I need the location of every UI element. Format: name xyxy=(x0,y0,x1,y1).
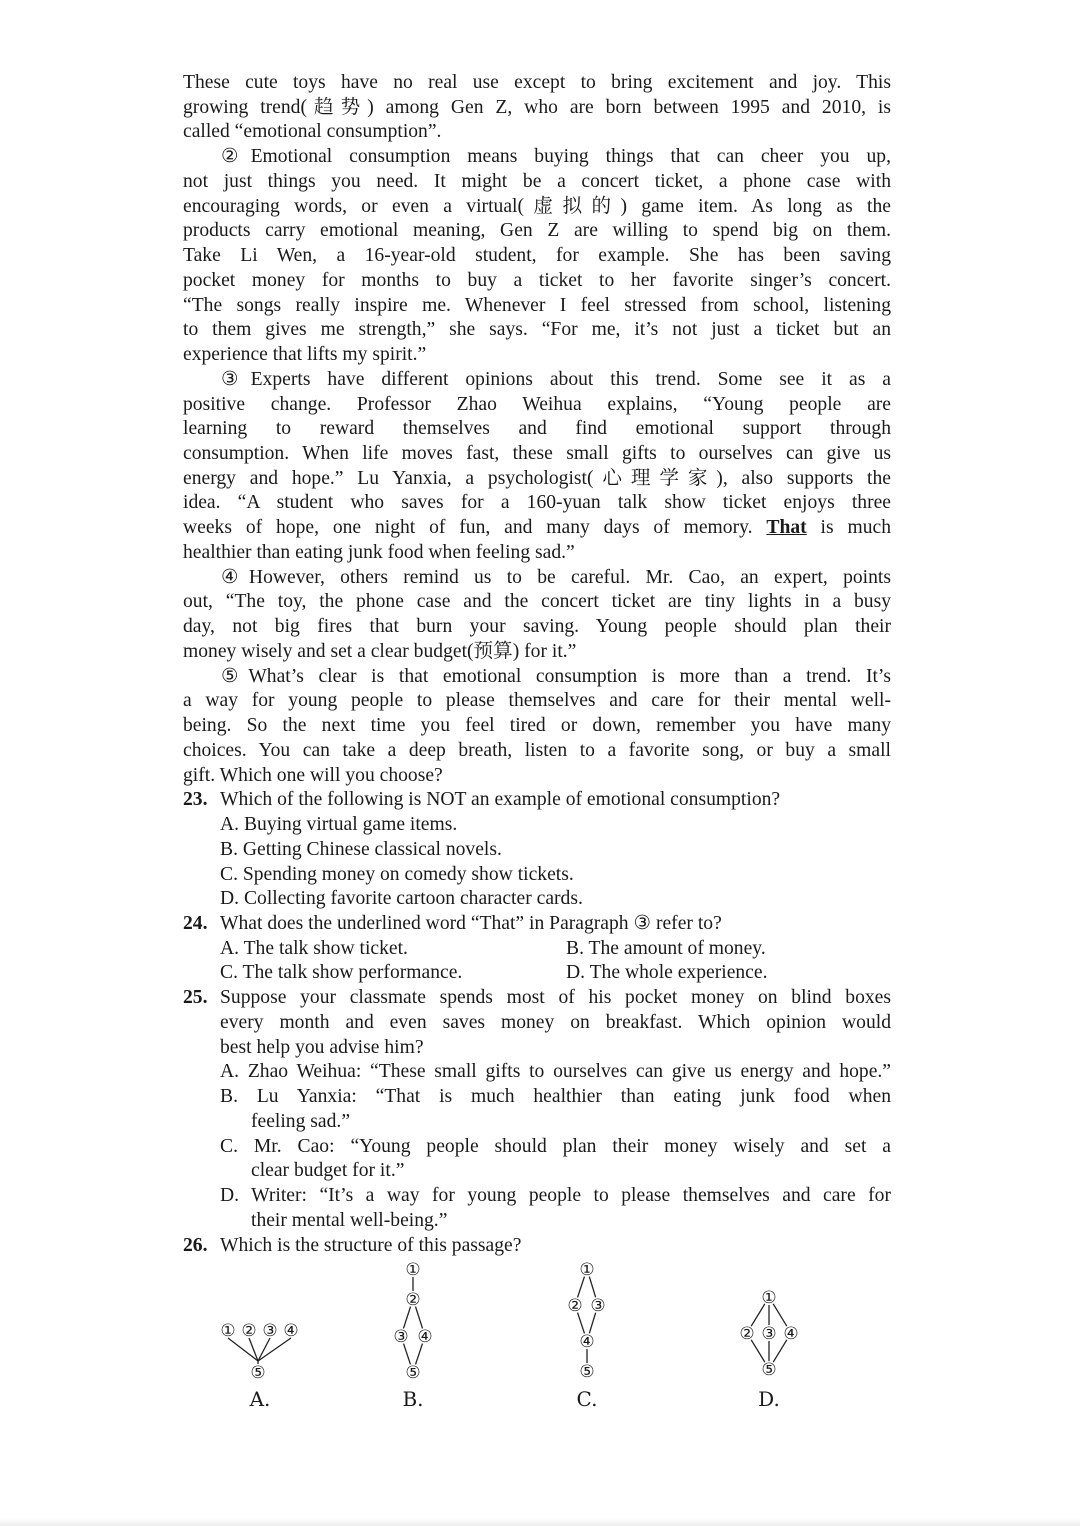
option-B: B. Lu Yanxia: “That is much healthier than eating junk food when xyxy=(220,1086,891,1108)
text-line: energy and hope.” Lu Yanxia, a psychologist(心理学家), also supports the xyxy=(183,467,891,489)
text-line: growing trend(趋势) among Gen Z, who are born between 1995 and 2010, is xyxy=(183,96,891,118)
text-line: not just things you need. It might be a concert ticket, a phone case with xyxy=(183,170,891,192)
text-line: learning to reward themselves and find emotional support through xyxy=(183,418,891,440)
option-B: B. Getting Chinese classical novels. xyxy=(220,838,502,860)
diagram-node-4: ④ xyxy=(283,1321,299,1341)
text-line: called “emotional consumption”. xyxy=(183,121,442,143)
text-line: positive change. Professor Zhao Weihua explains, “Young people are xyxy=(183,393,891,415)
question-number: 25. xyxy=(183,987,208,1009)
diagram-node-3: ③ xyxy=(761,1324,777,1344)
option-D: their mental well-being.” xyxy=(251,1209,448,1231)
text-line: Take Li Wen, a 16-year-old student, for example. She has been saving xyxy=(183,245,891,267)
option-C: C. Mr. Cao: “Young people should plan their money wisely and set a xyxy=(220,1135,891,1157)
diagram-node-1: ① xyxy=(405,1260,421,1280)
question-number: 24. xyxy=(183,912,208,934)
stem-text: every month and even saves money on breakfast. Which opinion would xyxy=(220,1011,891,1033)
stem-text: What does the underlined word “That” in Paragraph ③ refer to? xyxy=(220,912,722,934)
stem-text: Which of the following is NOT an example of emotional consumption? xyxy=(220,789,781,811)
text-line: ③Experts have different opinions about this trend. Some see it as a xyxy=(221,368,891,390)
diagram-node-5: ⑤ xyxy=(579,1362,595,1382)
text-segment: is much xyxy=(806,517,891,539)
text-line: These cute toys have no real use except to bring excitement and joy. This xyxy=(183,72,891,93)
diagram-option-label: D. xyxy=(758,1387,780,1411)
text-line: choices. You can take a deep breath, listen to a favorite song, or buy a small xyxy=(183,739,891,761)
diagram-node-2: ② xyxy=(739,1324,755,1344)
stem-text: Which is the structure of this passage? xyxy=(220,1234,522,1256)
diagram-node-1: ① xyxy=(761,1288,777,1308)
option-A: A. Zhao Weihua: “These small gifts to ourselves can give us energy and hope.” xyxy=(220,1061,891,1083)
text-line: encouraging words, or even a virtual(虚拟的) game item. As long as the xyxy=(183,195,891,217)
text-line: out, “The toy, the phone case and the concert ticket are tiny lights in a busy xyxy=(183,591,891,613)
diagram-node-5: ⑤ xyxy=(761,1360,777,1380)
option-C: C. The talk show performance. xyxy=(220,962,463,984)
text-line: ⑤What’s clear is that emotional consumption is more than a trend. It’s xyxy=(221,665,891,687)
diagram-node-3: ③ xyxy=(262,1321,278,1341)
diagram-node-2: ② xyxy=(567,1296,583,1316)
option-A: A. The talk show ticket. xyxy=(220,937,408,959)
option-C: C. Spending money on comedy show tickets. xyxy=(220,863,574,885)
scan-edge xyxy=(0,1518,1080,1526)
diagram-option-label: C. xyxy=(576,1387,598,1411)
diagram-option-label: A. xyxy=(249,1387,271,1411)
text-segment: weeks of hope, one night of fun, and many days of memory. xyxy=(183,517,767,539)
text-line: to them gives me strength,” she says. “For me, it’s not just a ticket but an xyxy=(183,319,891,341)
option-B: feeling sad.” xyxy=(251,1110,351,1132)
diagram-node-3: ③ xyxy=(393,1327,409,1347)
text-line: money wisely and set a clear budget(预算) for it.” xyxy=(183,640,577,662)
diagram-edge xyxy=(258,1338,291,1361)
text-line: being. So the next time you feel tired or down, remember you have many xyxy=(183,715,891,737)
text-line: “The songs really inspire me. Whenever I feel stressed from school, listening xyxy=(183,294,891,316)
option-D: D. The whole experience. xyxy=(566,962,768,984)
diagram-node-1: ① xyxy=(220,1321,236,1341)
text-line: products carry emotional meaning, Gen Z are willing to spend big on them. xyxy=(183,220,891,242)
diagram-node-5: ⑤ xyxy=(250,1363,266,1383)
diagram-node-5: ⑤ xyxy=(405,1363,421,1383)
text-line: day, not big fires that burn your saving. Young people should plan their xyxy=(183,616,891,638)
diagram-node-1: ① xyxy=(579,1260,595,1280)
text-line: healthier than eating junk food when feeling sad.” xyxy=(183,541,575,563)
option-A: A. Buying virtual game items. xyxy=(220,814,458,836)
option-D: D. Writer: “It’s a way for young people to please themselves and care for xyxy=(220,1185,891,1207)
text-line: ②Emotional consumption means buying things that can cheer you up, xyxy=(221,146,891,168)
text-line: a way for young people to please themselves and care for their mental well- xyxy=(183,690,891,712)
text-line: ④However, others remind us to be careful. Mr. Cao, an expert, points xyxy=(221,566,891,588)
stem-text: Suppose your classmate spends most of his pocket money on blind boxes xyxy=(220,987,891,1009)
diagram-node-4: ④ xyxy=(783,1324,799,1344)
text-line: experience that lifts my spirit.” xyxy=(183,344,427,366)
diagram-node-4: ④ xyxy=(579,1332,595,1352)
question-number: 23. xyxy=(183,789,208,811)
question-number: 26. xyxy=(183,1234,208,1256)
diagram-option-label: B. xyxy=(402,1387,424,1411)
text-line: idea. “A student who saves for a 160-yuan talk show ticket enjoys three xyxy=(183,492,891,514)
text-line: gift. Which one will you choose? xyxy=(183,764,443,786)
option-D: D. Collecting favorite cartoon character cards. xyxy=(220,888,583,910)
underlined-word-that: That xyxy=(766,517,807,539)
text-line: pocket money for months to buy a ticket to her favorite singer’s concert. xyxy=(183,269,891,291)
stem-text: best help you advise him? xyxy=(220,1036,424,1058)
diagram-node-2: ② xyxy=(405,1290,421,1310)
diagram-node-2: ② xyxy=(241,1321,257,1341)
diagram-node-3: ③ xyxy=(590,1296,606,1316)
option-B: B. The amount of money. xyxy=(566,937,766,959)
option-C: clear budget for it.” xyxy=(251,1160,405,1182)
diagram-node-4: ④ xyxy=(417,1327,433,1347)
text-line: consumption. When life moves fast, these small gifts to ourselves can give us xyxy=(183,443,891,465)
